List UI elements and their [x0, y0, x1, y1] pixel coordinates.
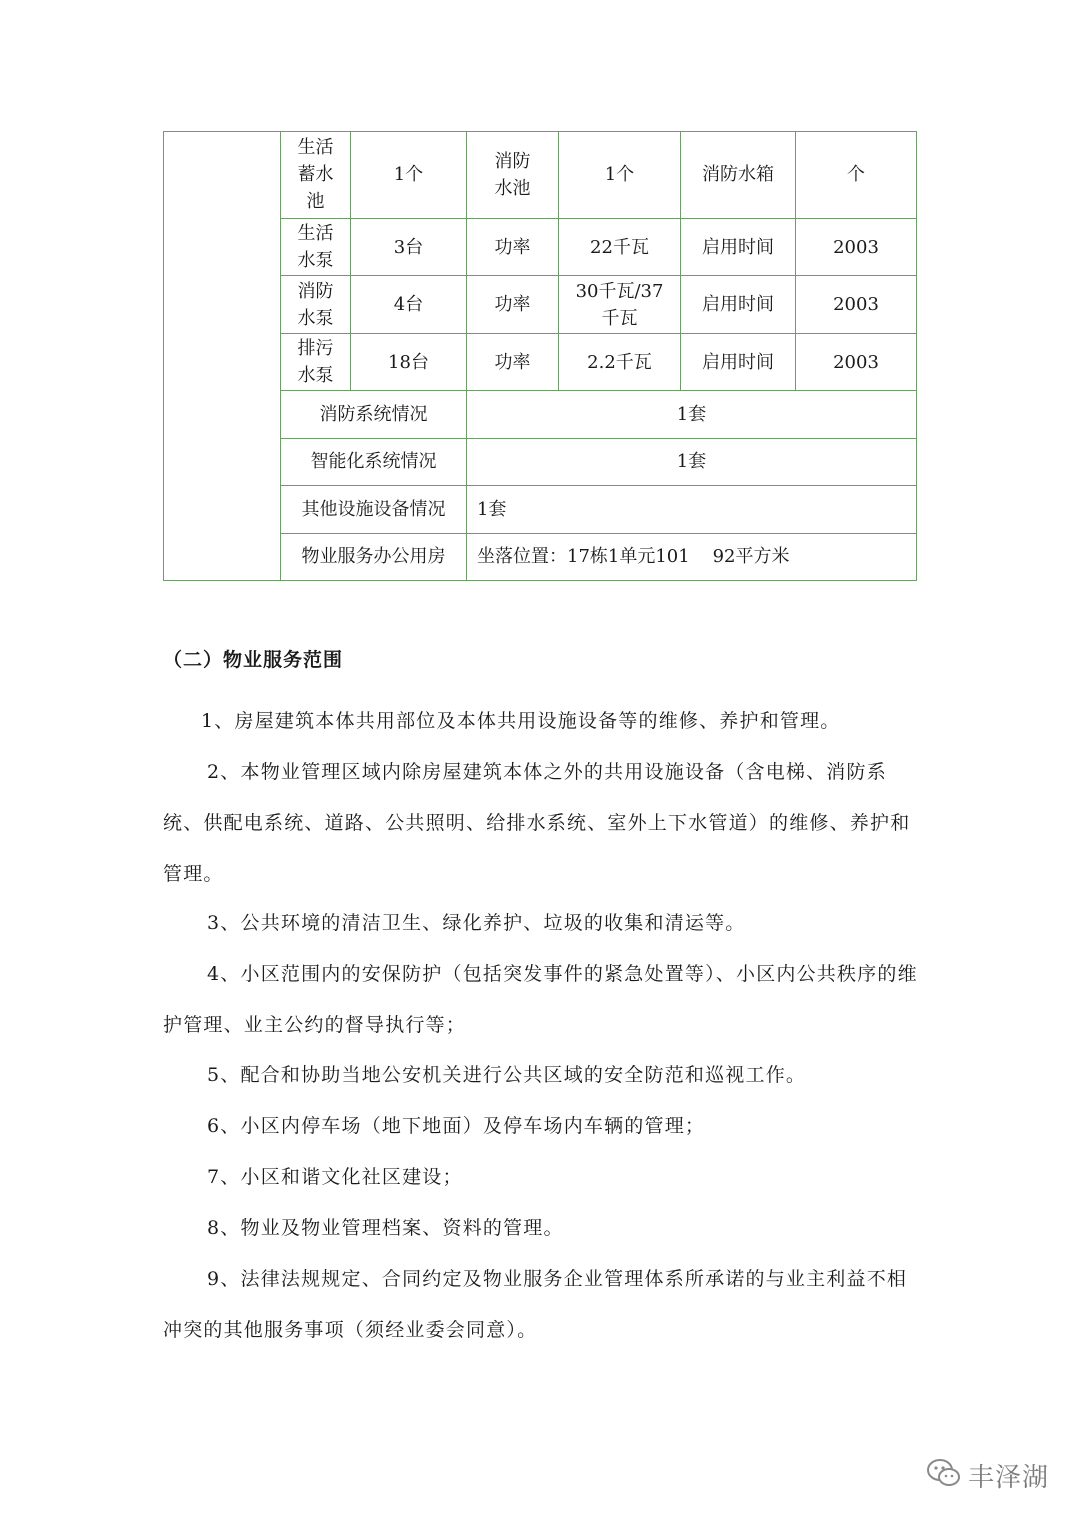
section-title: （二）物业服务范围: [163, 649, 344, 671]
table-cell: 排污水泵: [281, 333, 351, 391]
table-cell: 消防水箱: [681, 132, 796, 219]
list-item: 5、配合和协助当地公安机关进行公共区域的安全防范和巡视工作。: [207, 1064, 807, 1086]
table-cell: 2003: [796, 218, 917, 276]
list-item: 8、物业及物业管理档案、资料的管理。: [207, 1217, 564, 1239]
table-cell: 22千瓦: [559, 218, 681, 276]
table-cell: 18台: [351, 333, 467, 391]
list-item: 9、法律法规规定、合同约定及物业服务企业管理体系所承诺的与业主利益不相冲突的其他服务事项（须经业委会同意）。: [163, 1268, 908, 1341]
table-cell: 坐落位置：17栋1单元101 92平方米: [467, 533, 917, 580]
table-cell: 2003: [796, 333, 917, 391]
table-cell: 1套: [467, 486, 917, 533]
table-cell: 1个: [559, 132, 681, 219]
wechat-icon: [926, 1458, 962, 1492]
table-cell: 消防水池: [467, 132, 559, 219]
table-cell: 2003: [796, 276, 917, 334]
table-row: [164, 132, 917, 219]
table-cell: 物业服务办公用房: [281, 533, 467, 580]
list-item: 6、小区内停车场（地下地面）及停车场内车辆的管理；: [207, 1115, 706, 1137]
list-item: 1、房屋建筑本体共用部位及本体共用设施设备等的维修、养护和管理。: [201, 710, 841, 732]
merged-left-cell: [164, 132, 281, 581]
table-cell: 功率: [467, 333, 559, 391]
table-cell: 功率: [467, 218, 559, 276]
facilities-table: [163, 131, 917, 581]
table-cell: 其他设施设备情况: [281, 486, 467, 533]
table-cell: 生活蓄水池: [281, 132, 351, 219]
table-cell: 3台: [351, 218, 467, 276]
table-cell: 启用时间: [681, 333, 796, 391]
table-cell: 功率: [467, 276, 559, 334]
table-cell: 启用时间: [681, 218, 796, 276]
table-cell: 1个: [351, 132, 467, 219]
watermark-text: 丰泽湖: [968, 1462, 1050, 1493]
table-cell: 4台: [351, 276, 467, 334]
table-cell: 消防水泵: [281, 276, 351, 334]
table-cell: 1套: [467, 391, 917, 438]
table-cell: 30千瓦/37千瓦: [559, 276, 681, 334]
watermark: [926, 1455, 1056, 1495]
table-cell: 消防系统情况: [281, 391, 467, 438]
list-item: 7、小区和谐文化社区建设；: [207, 1166, 463, 1188]
list-item: 3、公共环境的清洁卫生、绿化养护、垃圾的收集和清运等。: [207, 912, 746, 934]
table-cell: 启用时间: [681, 276, 796, 334]
list-item: 2、本物业管理区域内除房屋建筑本体之外的共用设施设备（含电梯、消防系统、供配电系统、道路、公共照明、给排水系统、室外上下水管道）的维修、养护和管理。: [163, 761, 911, 885]
list-item: 4、小区范围内的安保防护（包括突发事件的紧急处置等）、小区内公共秩序的维护管理、业主公约的督导执行等；: [163, 963, 918, 1036]
table-cell: 个: [796, 132, 917, 219]
table-cell: 生活水泵: [281, 218, 351, 276]
table-cell: 1套: [467, 438, 917, 485]
table-cell: 2.2千瓦: [559, 333, 681, 391]
table-cell: 智能化系统情况: [281, 438, 467, 485]
